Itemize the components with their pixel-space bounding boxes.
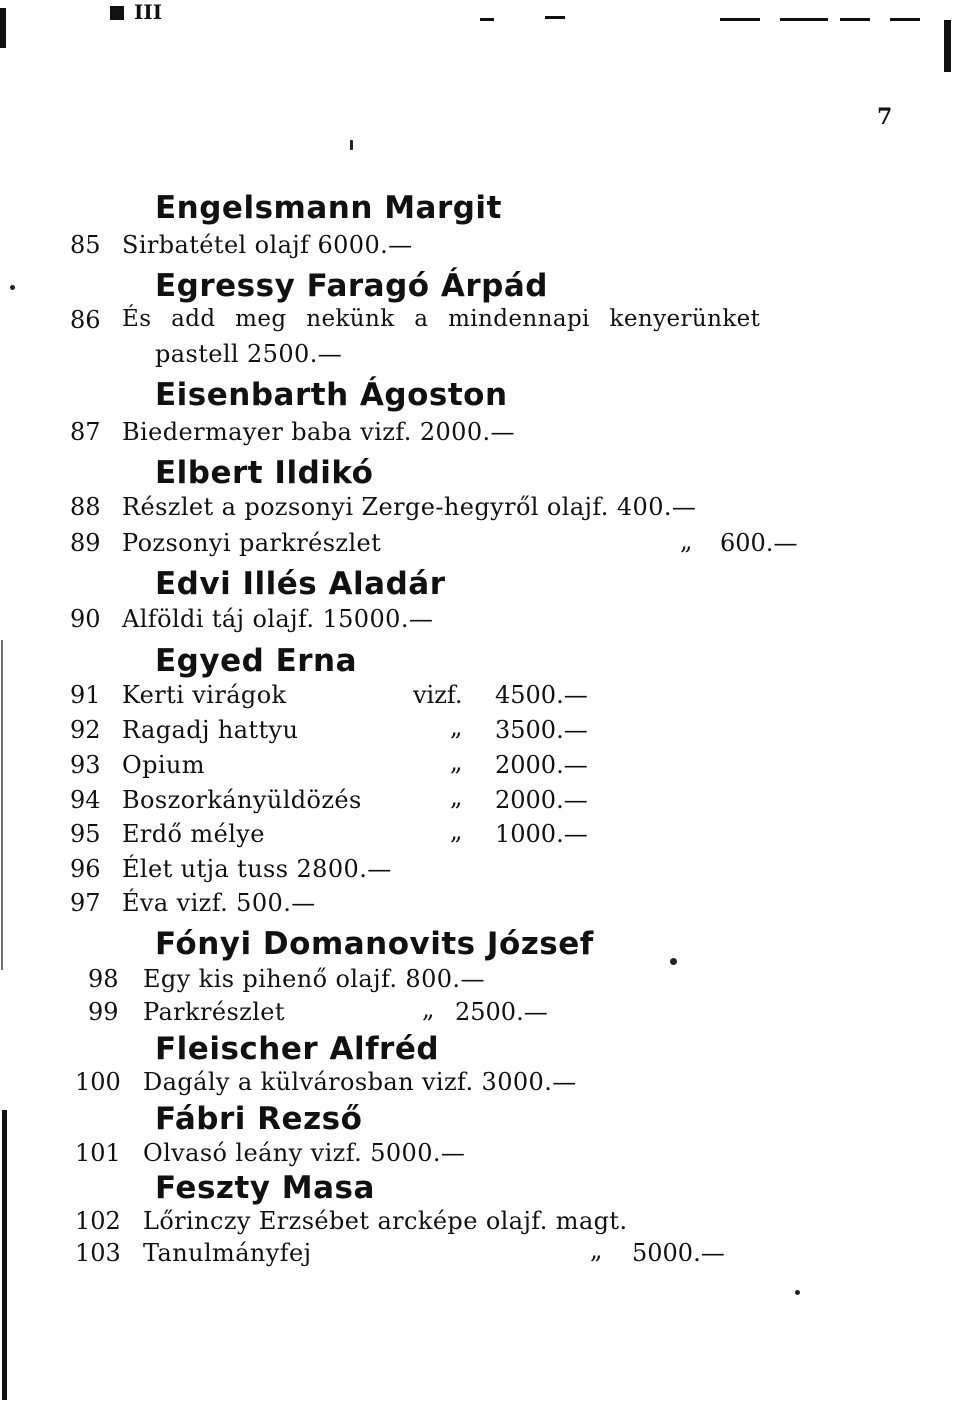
ditto-mark: „ [590,1236,603,1264]
entry-number: 101 [75,1139,121,1167]
entry-title: Ragadj hattyu [122,716,299,744]
entry-title: És add meg nekünk a mindennapi kenyerünket [122,306,761,332]
entry-number: 100 [75,1068,121,1096]
scan-mark-square [110,6,124,20]
scan-edge-left [1,640,3,970]
artist-name: Edvi Illés Aladár [155,566,446,602]
entry-title: Élet utja tuss 2800.— [122,855,392,883]
entry-title: Kerti virágok [122,681,287,709]
entry-number: 97 [70,889,101,917]
artist-name: Egressy Faragó Árpád [155,268,548,304]
page-number: 7 [877,104,893,130]
ditto-mark: „ [680,527,693,555]
entry-title: Részlet a pozsonyi Zerge-hegyről olajf. 400.— [122,493,697,521]
scan-dash [545,16,565,19]
entry-number: 85 [70,231,101,259]
ditto-mark: „ [450,748,463,776]
scan-dash [720,18,760,21]
entry-price: 2500.— [455,998,548,1026]
entry-price: 5000.— [632,1239,725,1267]
artist-name: Engelsmann Margit [155,190,502,226]
artist-name: Eisenbarth Ágoston [155,377,508,413]
scan-dash [840,18,870,21]
entry-title: Lőrinczy Erzsébet arcképe olajf. magt. [143,1207,628,1235]
entry-number: 95 [70,820,101,848]
entry-price: 2000.— [495,751,588,779]
entry-title: Opium [122,751,205,779]
entry-title: Alföldi táj olajf. 15000.— [122,605,434,633]
entry-number: 99 [88,998,119,1026]
entry-price: 2000.— [495,786,588,814]
entry-title: Egy kis pihenő olajf. 800.— [143,965,485,993]
entry-price: 3500.— [495,716,588,744]
entry-number: 93 [70,751,101,779]
entry-number: 87 [70,418,101,446]
scan-bar-right [944,20,951,72]
entry-title: Biedermayer baba vizf. 2000.— [122,418,515,446]
entry-number: 89 [70,529,101,557]
entry-number: 96 [70,855,101,883]
scan-dash [780,18,828,21]
artist-name: Fónyi Domanovits József [155,926,594,962]
entry-title: Dagály a külvárosban vizf. 3000.— [143,1068,577,1096]
artist-name: Elbert Ildikó [155,455,374,491]
ditto-mark: „ [450,713,463,741]
entry-number: 91 [70,681,101,709]
scan-dash [890,18,920,21]
entry-title: Tanulmányfej [143,1239,312,1267]
ditto-mark: „ [450,783,463,811]
entry-title: Sirbatétel olajf 6000.— [122,231,413,259]
entry-title: Olvasó leány vizf. 5000.— [143,1139,466,1167]
scan-dash [480,18,494,21]
entry-price: 600.— [720,529,798,557]
artist-name: Fábri Rezső [155,1101,363,1137]
entry-title: Erdő mélye [122,820,265,848]
scan-speck [350,140,353,150]
entry-title: Boszorkányüldözés [122,786,362,814]
ditto-mark: „ [450,817,463,845]
entry-title: Parkrészlet [143,998,285,1026]
artist-name: Fleischer Alfréd [155,1031,440,1067]
entry-number: 90 [70,605,101,633]
scan-speck [10,285,15,290]
scan-speck [670,958,677,965]
entry-number: 94 [70,786,101,814]
entry-number: 98 [88,965,119,993]
entry-price: 1000.— [495,820,588,848]
entry-title: Éva vizf. 500.— [122,889,316,917]
entry-price: 4500.— [495,681,588,709]
scan-speck [795,1290,800,1295]
entry-number: 103 [75,1239,121,1267]
entry-number: 88 [70,493,101,521]
scan-mark-top-left [0,8,6,48]
ditto-mark: vizf. [413,681,463,709]
artist-name: Egyed Erna [155,643,358,679]
entry-number: 92 [70,716,101,744]
header-fragment: III [134,0,163,24]
entry-title-continued: pastell 2500.— [155,340,343,368]
entry-number: 86 [70,306,101,334]
entry-number: 102 [75,1207,121,1235]
entry-title: Pozsonyi parkrészlet [122,529,382,557]
ditto-mark: „ [422,995,435,1023]
artist-name: Feszty Masa [155,1170,375,1206]
scan-edge-left [2,1110,7,1400]
